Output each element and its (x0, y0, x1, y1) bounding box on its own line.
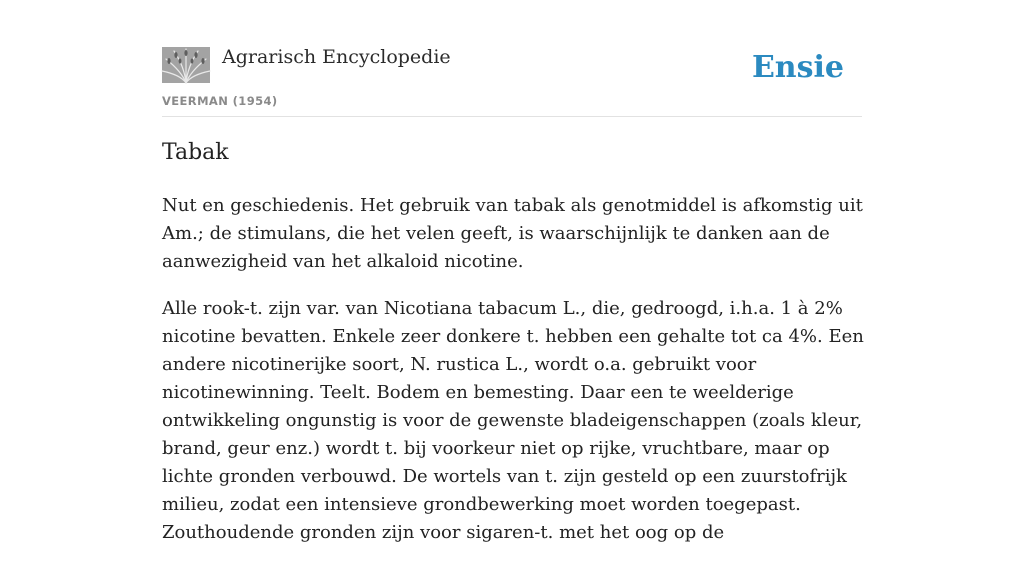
article-title: Tabak (162, 140, 229, 165)
article-paragraph: Nut en geschiedenis. Het gebruik van tabak als genotmiddel is afkomstig uit Am.; de stimulans, die het velen geeft, is waarschijnlijk te danken aan de aanwezigheid van het alkaloid nicotine. (162, 195, 863, 272)
book-author: VEERMAN (1954) (162, 94, 278, 108)
header (162, 44, 862, 117)
book-title[interactable]: Agrarisch Encyclopedie (222, 46, 451, 68)
article-paragraph: Alle rook-t. zijn var. van Nicotiana tabacum L., die, gedroogd, i.h.a. 1 à 2% nicotine bevatten. Enkele zeer donkere t. hebben een gehalte tot ca 4%. Een andere nicotinerijke soort, N. rustica L., wordt o.a. gebruikt voor nicotinewinning. Teelt. Bodem en bemesting. Daar een te weelderige ontwikkeling ongunstig is voor de gewenste bladeigenschappen (zoals kleur, brand, geur enz.) wordt t. bij voorkeur niet op rijke, vruchtbare, maar op lichte gronden verbouwd. De wortels van t. zijn gesteld op een zuurstofrijk milieu, zodat een intensieve grondbewerking moet worden toegepast. Zouthoudende gronden zijn voor sigaren-t. met het oog op de (162, 298, 864, 543)
site-logo[interactable]: Ensie (751, 50, 844, 85)
article-body (162, 192, 866, 566)
wheat-image-icon[interactable] (162, 47, 210, 83)
